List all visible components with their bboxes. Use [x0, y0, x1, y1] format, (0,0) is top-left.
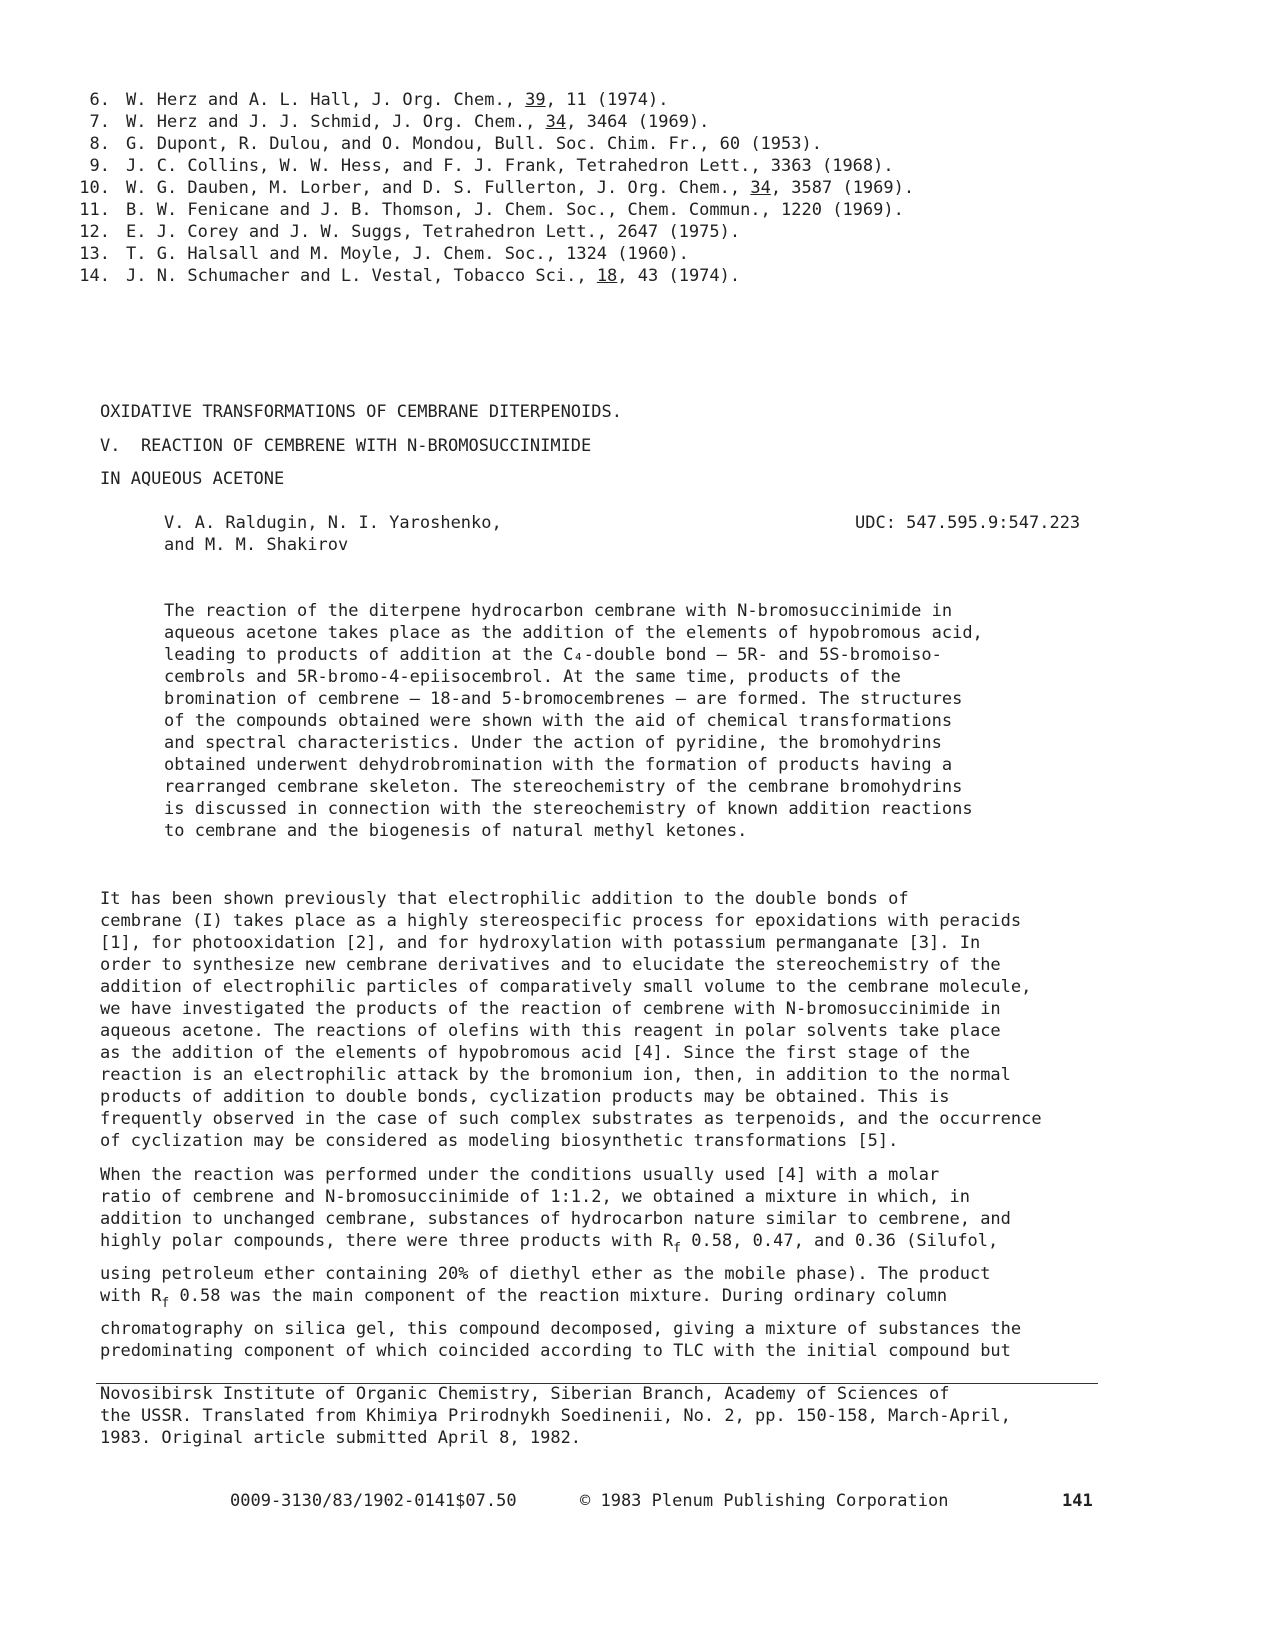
reference-number: 9.: [89, 156, 110, 176]
reference-rest: , 3587 (1969).: [770, 178, 915, 198]
reference-number: 10.: [79, 178, 110, 198]
abstract-line: to cembrane and the biogenesis of natural methyl ketones.: [164, 821, 748, 841]
reference-list: [60, 90, 1060, 300]
abstract-line: leading to products of addition at the C₄-double bond — 5R- and 5S-bromoiso-: [164, 645, 942, 665]
article-title-line-2: V. REACTION OF CEMBRENE WITH N-BROMOSUCCINIMIDE: [100, 436, 592, 456]
reference-text: T. G. Halsall and M. Moyle, J. Chem. Soc., 1324 (1960).: [126, 244, 689, 264]
reference-volume: 39: [525, 90, 546, 110]
body-line: reaction is an electrophilic attack by the bromonium ion, then, in addition to the normal: [100, 1065, 1011, 1085]
body-text: 0.58, 0.47, and 0.36 (Silufol,: [680, 1231, 999, 1251]
body-paragraph-2: [100, 1165, 1100, 1365]
body-line: addition to unchanged cembrane, substances of hydrocarbon nature similar to cembrene, and: [100, 1209, 1011, 1229]
body-line: [1], for photooxidation [2], and for hydroxylation with potassium permanganate [3]. In: [100, 933, 981, 953]
body-line: using petroleum ether containing 20% of diethyl ether as the mobile phase). The product: [100, 1264, 991, 1284]
body-line: order to synthesize new cembrane derivatives and to elucidate the stereochemistry of the: [100, 955, 1001, 975]
udc-code: UDC: 547.595.9:547.223: [855, 513, 1081, 533]
body-text: with R: [100, 1286, 162, 1306]
abstract-line: The reaction of the diterpene hydrocarbon cembrane with N-bromosuccinimide in: [164, 601, 953, 621]
authors-line-2: and M. M. Shakirov: [164, 535, 349, 555]
body-line: cembrane (I) takes place as a highly stereospecific process for epoxidations with peracids: [100, 911, 1022, 931]
reference-number: 14.: [79, 266, 110, 286]
footnote: [100, 1384, 1100, 1454]
reference-number: 13.: [79, 244, 110, 264]
abstract-line: aqueous acetone takes place as the addition of the elements of hypobromous acid,: [164, 623, 983, 643]
reference-text: B. W. Fenicane and J. B. Thomson, J. Chem. Soc., Chem. Commun., 1220 (1969).: [126, 200, 904, 220]
reference-text: W. Herz and A. L. Hall, J. Org. Chem.,: [126, 90, 526, 110]
reference-text: J. N. Schumacher and L. Vestal, Tobacco Sci.,: [126, 266, 597, 286]
reference-rest: , 43 (1974).: [617, 266, 741, 286]
footer-code: 0009-3130/83/1902-0141$07.50: [230, 1491, 517, 1511]
body-line: [100, 1231, 999, 1256]
body-line: When the reaction was performed under the conditions usually used [4] with a molar: [100, 1165, 940, 1185]
body-line: we have investigated the products of the reaction of cembrene with N-bromosuccinimide in: [100, 999, 1001, 1019]
body-line: addition of electrophilic particles of comparatively small volume to the cembrane molecule,: [100, 977, 1032, 997]
footer-copyright: © 1983 Plenum Publishing Corporation: [580, 1491, 949, 1511]
body-line: predominating component of which coincided according to TLC with the initial compound but: [100, 1341, 1011, 1361]
reference-number: 12.: [79, 222, 110, 242]
body-line: ratio of cembrene and N-bromosuccinimide of 1:1.2, we obtained a mixture in which, in: [100, 1187, 970, 1207]
body-line: as the addition of the elements of hypobromous acid [4]. Since the first stage of the: [100, 1043, 970, 1063]
abstract-line: and spectral characteristics. Under the action of pyridine, the bromohydrins: [164, 733, 942, 753]
page-number: 141: [1062, 1491, 1093, 1511]
abstract-line: bromination of cembrene — 18-and 5-bromocembrenes — are formed. The structures: [164, 689, 963, 709]
body-line: of cyclization may be considered as modeling biosynthetic transformations [5].: [100, 1131, 899, 1151]
abstract: [164, 601, 1064, 851]
authors-line-1: V. A. Raldugin, N. I. Yaroshenko,: [164, 513, 502, 533]
body-paragraph-1: [100, 889, 1100, 1154]
reference-volume: 34: [545, 112, 567, 132]
reference-text: W. G. Dauben, M. Lorber, and D. S. Fullerton, J. Org. Chem.,: [126, 178, 751, 198]
article-title-line-1: OXIDATIVE TRANSFORMATIONS OF CEMBRANE DITERPENOIDS.: [100, 402, 622, 422]
abstract-line: of the compounds obtained were shown with the aid of chemical transformations: [164, 711, 953, 731]
body-text: 0.58 was the main component of the reaction mixture. During ordinary column: [169, 1286, 948, 1306]
reference-text: G. Dupont, R. Dulou, and O. Mondou, Bull. Soc. Chim. Fr., 60 (1953).: [126, 134, 822, 154]
article-title-line-3: IN AQUEOUS ACETONE: [100, 469, 285, 489]
body-line: frequently observed in the case of such complex substrates as terpenoids, and the occurrence: [100, 1109, 1042, 1129]
reference-rest: , 11 (1974).: [545, 90, 669, 110]
abstract-line: rearranged cembrane skeleton. The stereochemistry of the cembrane bromohydrins: [164, 777, 963, 797]
reference-number: 7.: [89, 112, 110, 132]
reference-number: 8.: [89, 134, 110, 154]
body-text: highly polar compounds, there were three products with R: [100, 1231, 674, 1251]
reference-volume: 18: [596, 266, 618, 286]
reference-text: J. C. Collins, W. W. Hess, and F. J. Frank, Tetrahedron Lett., 3363 (1968).: [126, 156, 894, 176]
body-line: products of addition to double bonds, cyclization products may be obtained. This is: [100, 1087, 950, 1107]
body-line: [100, 1286, 948, 1311]
footnote-line: Novosibirsk Institute of Organic Chemistry, Siberian Branch, Academy of Sciences of: [100, 1384, 950, 1404]
rf-subscript: f: [161, 1296, 170, 1311]
abstract-line: obtained underwent dehydrobromination with the formation of products having a: [164, 755, 953, 775]
abstract-line: is discussed in connection with the stereochemistry of known addition reactions: [164, 799, 973, 819]
reference-number: 6.: [89, 90, 110, 110]
reference-rest: , 3464 (1969).: [566, 112, 710, 132]
footnote-line: the USSR. Translated from Khimiya Prirodnykh Soedinenii, No. 2, pp. 150-158, March-April,: [100, 1406, 1011, 1426]
footnote-line: 1983. Original article submitted April 8, 1982.: [100, 1428, 582, 1448]
body-line: chromatography on silica gel, this compound decomposed, giving a mixture of substances the: [100, 1319, 1022, 1339]
body-line: aqueous acetone. The reactions of olefins with this reagent in polar solvents take place: [100, 1021, 1001, 1041]
reference-text: W. Herz and J. J. Schmid, J. Org. Chem.,: [126, 112, 546, 132]
reference-number: 11.: [79, 200, 110, 220]
reference-text: E. J. Corey and J. W. Suggs, Tetrahedron Lett., 2647 (1975).: [126, 222, 741, 242]
rf-subscript: f: [673, 1241, 681, 1256]
body-line: It has been shown previously that electrophilic addition to the double bonds of: [100, 889, 909, 909]
abstract-line: cembrols and 5R-bromo-4-epiisocembrol. At the same time, products of the: [164, 667, 901, 687]
reference-volume: 34: [750, 178, 771, 198]
